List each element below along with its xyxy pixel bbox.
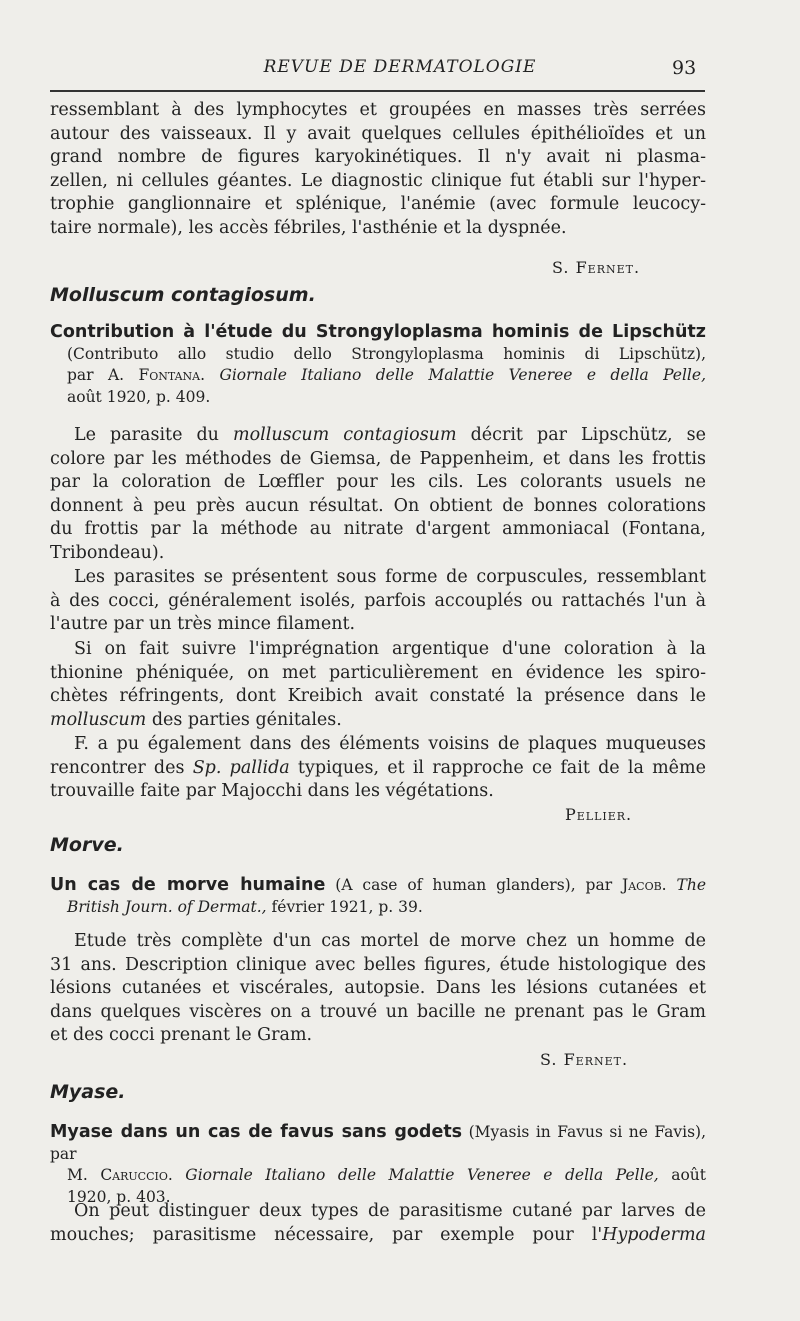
text-line: Tribondeau). (50, 542, 165, 563)
text-fragment: typiques, et il rapproche ce fait de la même (289, 757, 706, 778)
text-line: par la coloration de Lœffler pour les cils. Les colorants usuels ne (50, 472, 706, 493)
reference-journal: Giornale Italiano delle Malattie Veneree e della Pelle, (219, 366, 706, 385)
text-fragment: décrit par Lipschütz, se (456, 425, 706, 445)
text-line: F. a pu également dans des éléments voisins de plaques muqueuses (74, 734, 706, 754)
body-paragraph (50, 566, 706, 637)
signature: S. Fernet. (540, 1050, 629, 1069)
text-line: ressemblant à des lymphocytes et groupées en masses très serrées (50, 100, 706, 120)
text-line: taire normale), les accès fébriles, l'asthénie et la dyspnée. (50, 217, 567, 238)
text-line: chètes réfringents, dont Kreibich avait constaté la présence dans le (50, 686, 706, 707)
text-fragment: par A. (67, 366, 139, 385)
reference-journal: British Journ. of Dermat., (67, 897, 267, 916)
latin-term: Hypoderma (602, 1224, 706, 1245)
latin-term: molluscum (50, 709, 147, 730)
text-fragment: (A case of human glanders), par (325, 876, 622, 894)
section-heading: Myase. (50, 1081, 126, 1103)
text-line: donnent à peu près aucun résultat. On obtient de bonnes colorations (50, 495, 706, 516)
section-heading: Morve. (50, 834, 124, 856)
text-fragment: des parties génitales. (146, 709, 342, 730)
text-line: colore par les méthodes de Giemsa, de Pappenheim, et dans les frottis (50, 448, 706, 469)
text-line: (Contributo allo studio dello Strongyloplasma hominis di Lipschütz), (67, 344, 706, 363)
text-line: du frottis par la méthode au nitrate d'argent ammoniacal (Fontana, (50, 519, 706, 540)
running-header: REVUE DE DERMATOLOGIE (263, 57, 537, 77)
text-fragment: août (658, 1166, 706, 1185)
text-line: 31 ans. Description clinique avec belles figures, étude histologique des (50, 954, 706, 975)
text-line: Les parasites se présentent sous forme de corpuscules, ressemblant (74, 567, 706, 587)
body-paragraph (50, 930, 706, 1048)
reference-date: août 1920, p. 409. (67, 387, 211, 406)
reference-title: Myase dans un cas de favus sans godets (50, 1122, 463, 1142)
text-line: On peut distinguer deux types de parasitisme cutané par larves de (74, 1201, 706, 1221)
signature: S. Fernet. (552, 258, 641, 277)
text-line: à des cocci, généralement isolés, parfois accouplés ou rattachés l'un à (50, 590, 706, 611)
reference-entry (50, 1122, 706, 1208)
section-heading: Molluscum contagiosum. (50, 284, 316, 306)
reference-author: Jacob. (622, 876, 667, 894)
text-line: autour des vaisseaux. Il y avait quelques cellules épithélioïdes et un (50, 123, 706, 144)
reference-entry (50, 875, 706, 918)
reference-author: Fontana. (138, 366, 206, 385)
text-line: trophie ganglionnaire et splénique, l'anémie (avec formule leucocy- (50, 194, 706, 215)
latin-term: Sp. pallida (192, 757, 290, 778)
text-fragment: rencontrer des (50, 757, 193, 778)
text-line: et des cocci prenant le Gram. (50, 1025, 313, 1046)
text-line: trouvaille faite par Majocchi dans les végétations. (50, 781, 494, 802)
latin-term: molluscum contagiosum (233, 425, 457, 445)
body-paragraph (50, 1200, 706, 1247)
text-fragment: M. (67, 1166, 101, 1185)
reference-entry (50, 322, 706, 408)
text-line: Etude très complète d'un cas mortel de morve chez un homme de (74, 931, 706, 951)
header-rule (50, 90, 705, 92)
signature: Pellier. (565, 805, 633, 824)
text-line: zellen, ni cellules géantes. Le diagnostic clinique fut établi sur l'hyper- (50, 170, 706, 191)
reference-title: Un cas de morve humaine (50, 875, 326, 895)
text-line: dans quelques viscères on a trouvé un bacille ne prenant pas le Gram (50, 1001, 706, 1022)
text-line: lésions cutanées et viscérales, autopsie. Dans les lésions cutanées et (50, 978, 706, 999)
reference-author: Caruccio. (100, 1166, 173, 1185)
body-paragraph (50, 733, 706, 804)
text-line: l'autre par un très mince filament. (50, 614, 356, 635)
reference-journal: The (666, 876, 706, 894)
text-fragment: mouches; parasitisme nécessaire, par exemple pour l' (50, 1224, 603, 1245)
text-fragment: (Myasis in Favus si ne Favis), par (50, 1123, 707, 1163)
text-line: grand nombre de figures karyokinétiques. Il n'y avait ni plasma- (50, 147, 706, 168)
reference-date: 1920, p. 403. (67, 1187, 171, 1206)
body-paragraph (50, 424, 706, 566)
page-number: 93 (672, 57, 697, 79)
text-line: thionine phéniquée, on met particulièrement en évidence les spiro- (50, 662, 706, 683)
reference-journal: Giornale Italiano delle Malattie Veneree e della Pelle, (172, 1166, 659, 1185)
reference-title: Contribution à l'étude du Strongyloplasma hominis de Lipschütz (50, 322, 706, 342)
body-paragraph (50, 638, 706, 732)
text-line: Si on fait suivre l'imprégnation argentique d'une coloration à la (74, 639, 706, 659)
reference-date: février 1921, p. 39. (266, 897, 423, 916)
text-fragment: Le parasite du (74, 425, 233, 445)
intro-paragraph (50, 99, 706, 241)
